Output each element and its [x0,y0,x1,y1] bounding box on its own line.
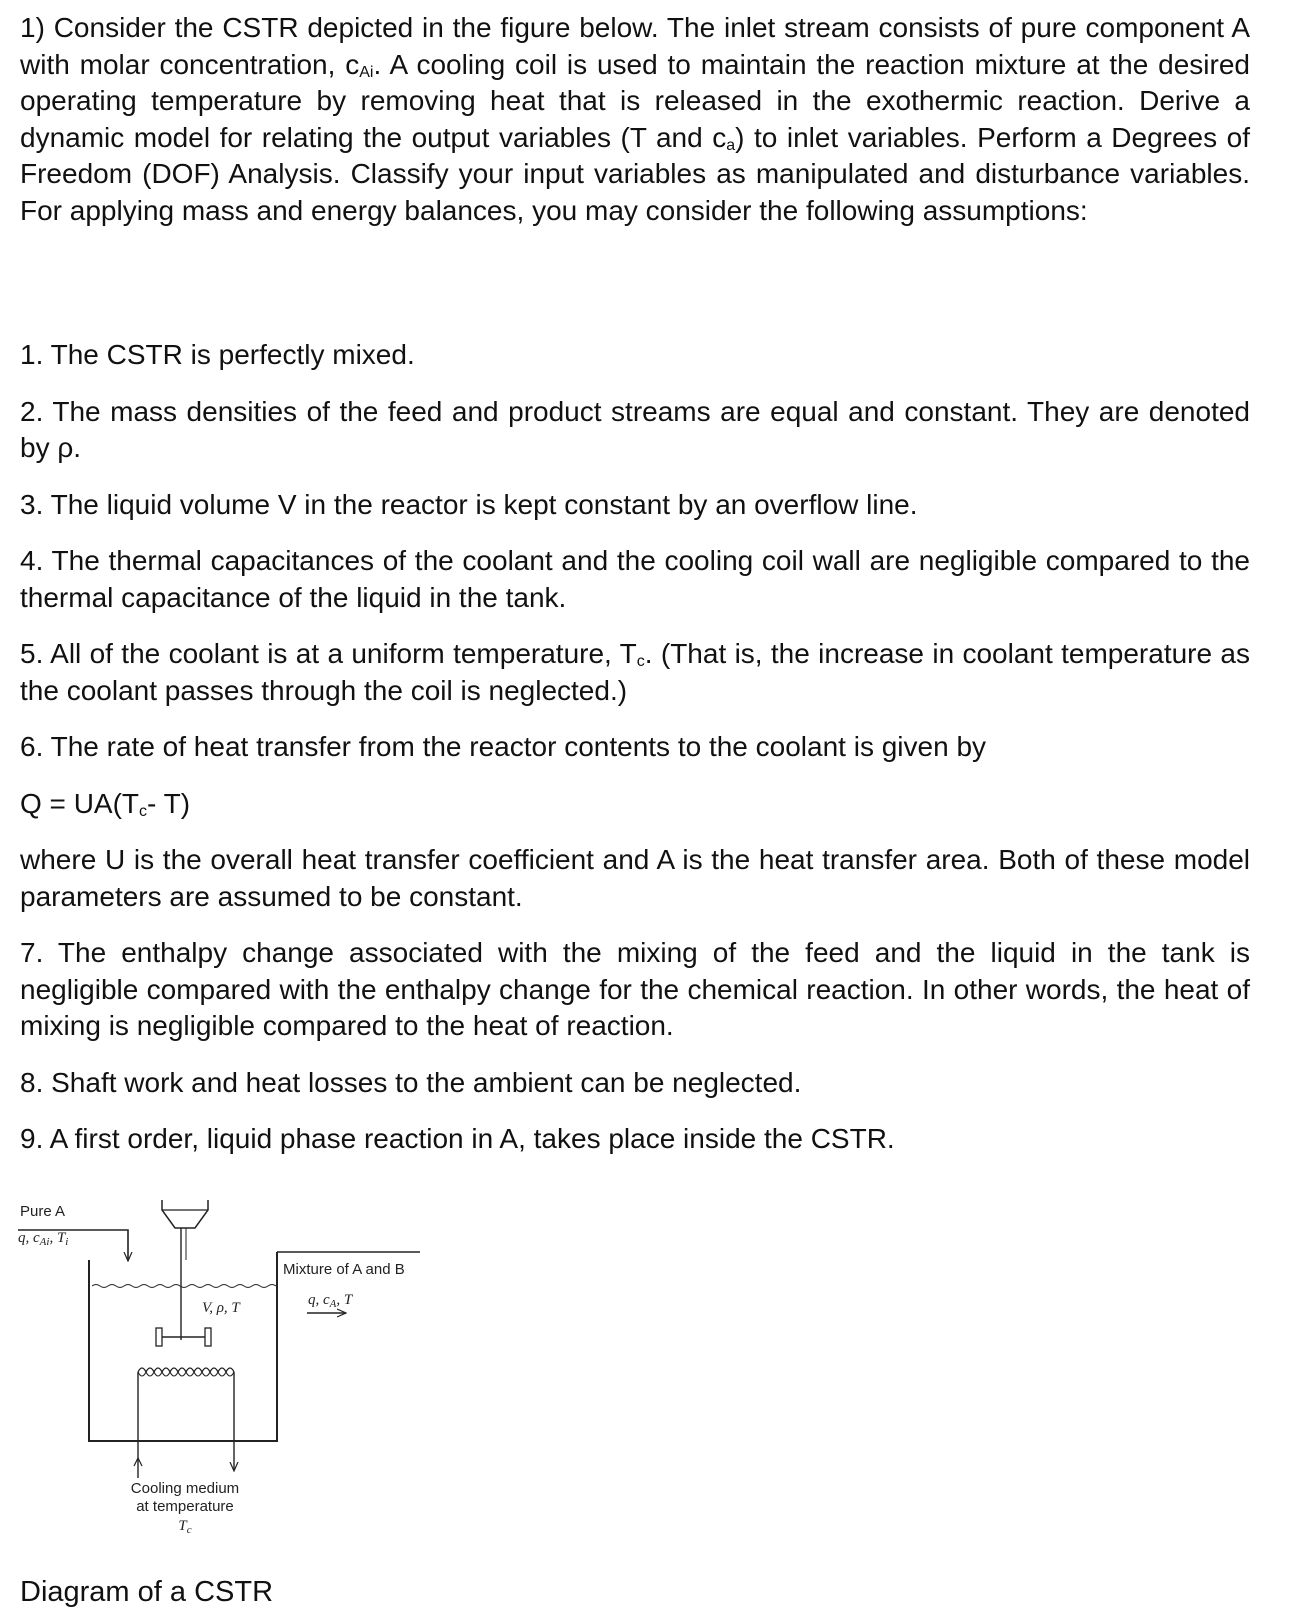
subscript-a: a [726,136,736,154]
motor-icon [162,1200,208,1228]
cstr-diagram [10,1200,480,1580]
tank-wall [89,1252,277,1441]
assumption-5: 5. All of the coolant is at a uniform temperature, $T_c$. (That is, the increase in coolant temperature as the coolant passes through the coil is neglected.) [20,638,1250,706]
assumption-9: 9. A first order, liquid phase reaction in A, takes place inside the CSTR. [20,1123,895,1154]
inlet-variables: q, $c_{Ai}$, $T_i$ [18,1230,69,1248]
inlet-label: Pure A [20,1203,66,1220]
liquid-surface [92,1285,276,1288]
impeller-blade-right [205,1328,211,1346]
outlet-variables: q, $c_A$, T [308,1292,353,1310]
coolant-label-line2: at temperature [136,1498,234,1515]
assumption-8: 8. Shaft work and heat losses to the ambient can be neglected. [20,1066,802,1098]
impeller-blade-left [156,1328,162,1346]
heat-transfer-equation: $Q = UA(T_c-$ T) [20,787,191,820]
problem-intro: 1) Consider the CSTR depicted in the figure below. The inlet stream consists of pure component A with molar concentration, $c_{Ai}$. A cooling coil is used to maintain the reaction mixture at the desired operating temperature by removing heat that is released in the exothermic reaction. Derive a dynamic model for relating the output variables (T and $c_a$) to inlet variables. Perform a Degrees of Freedom (DOF) Analysis. Classify your input variables as manipulated and disturbance variables. For applying mass and energy balances, you may consider the following assumptions: [20,12,1250,226]
coolant-label-line1: Cooling medium [130,1480,240,1497]
outlet-label: Mixture of A and B [283,1261,405,1278]
coolant-temperature: $T_c$ [178,1518,192,1536]
assumption-2: 2. The mass densities of the feed and product streams are equal and constant. They are denoted by ρ. [20,395,1250,463]
figure-caption: Diagram of a CSTR [20,1576,274,1608]
assumption-1: 1. The CSTR is perfectly mixed. [20,339,415,370]
assumption-6-note: where U is the overall heat transfer coefficient and A is the heat transfer area. Both of these model parameters are assumed to be constant. [20,844,1250,912]
assumption-6: 6. The rate of heat transfer from the reactor contents to the coolant is given by [20,731,987,762]
assumption-4: 4. The thermal capacitances of the coolant and the cooling coil wall are negligible compared to the thermal capacitance of the liquid in the tank. [20,545,1250,613]
cstr-figure [10,1200,480,1580]
assumption-3: 3. The liquid volume V in the reactor is kept constant by an overflow line. [20,488,918,520]
subscript-ai: Ai [359,63,374,81]
problem-statement [20,10,1250,229]
tank-variables: V, ρ, T [202,1300,240,1316]
assumption-7: 7. The enthalpy change associated with the mixing of the feed and the liquid in the tank is negligible compared with the enthalpy change for the chemical reaction. In other words, the heat of mixing is negligible compared to the heat of reaction. [20,937,1250,1041]
assumptions-list [20,337,1250,1178]
